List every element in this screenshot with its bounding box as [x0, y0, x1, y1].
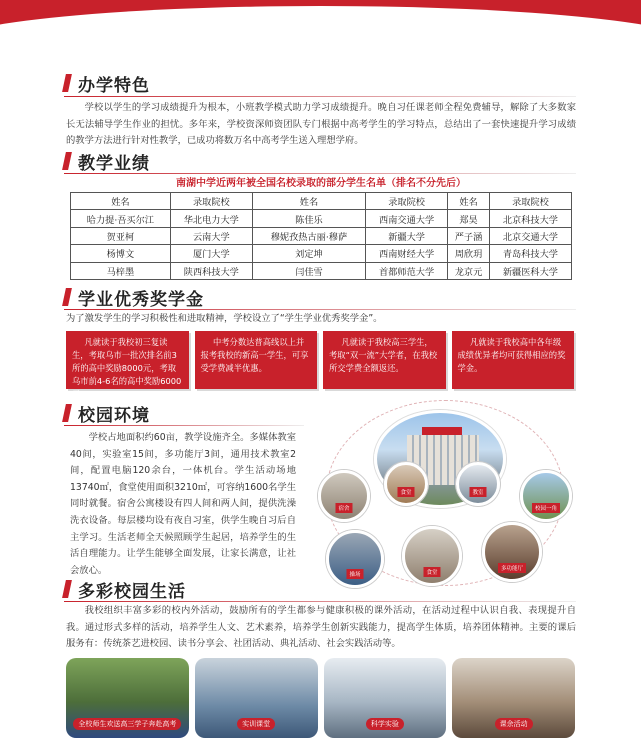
award-card: 中考分数达普高线以上并报考我校的新高一学生，可享受学费减半优惠。 [195, 331, 318, 389]
life-text: 我校组织丰富多彩的校内外活动，鼓励所有的学生都参与健康积极的课外活动，在活动过程中认识自我、表现提升自我。通过形式多样的活动，培养学生人文、艺术素养，培养学生创新实践能力，提高学生体质，培养团体精神。主要的课后服务有：传统茶艺进校园、读书分享会、社团活动、典礼活动、社会实践活动等。 [66, 605, 576, 649]
features-text: 学校以学生的学习成绩提升为根本，小班教学模式助力学习成绩提升。晚自习任课老师全程免费辅导，解除了大多数家长无法辅导学生作业的担忧。多年来，学校资深师资团队专门根据中高考学生的学习特点，总结出了一套快速提升学习成绩的教学方法进行针对性教学，已成功将数万名中高考学生送入理想学府。 [66, 102, 576, 146]
table-cell: 首都师范大学 [366, 262, 448, 279]
table-cell: 穆妮孜热古丽·穆萨 [252, 227, 365, 244]
section-divider [64, 601, 576, 602]
section-title-campus: 校园环境 [64, 402, 150, 424]
auditorium-photo: 多功能厅 [482, 522, 542, 582]
table-cell: 华北电力大学 [170, 210, 252, 227]
campus-text: 学校占地面积约60亩，教学设施齐全。多媒体教室40间，实验室15间，多功能厅3间，通用技术教室2间，配置电脑120余台，一体机台。学生活动场地13740㎡，食堂使用面积3210㎡，可容纳1600名学生同时就餐。宿舍公寓楼设有四人间和两人间，提供洗澡洗衣设备。每层楼均设有夜自习室，供学生晚自习后自主学习。生活老师全天候照顾学生起居，培养学生的生活自理能力。让学生能够全面发展，让家长满意，让社会放心。 [70, 432, 296, 576]
section-divider [64, 425, 304, 426]
table-cell: 西南交通大学 [366, 210, 448, 227]
section-mark-icon [62, 404, 72, 422]
campus-photo-collage [306, 400, 584, 586]
table-cell: 严子涵 [448, 227, 490, 244]
table-row [71, 227, 572, 244]
table-header: 录取院校 [489, 193, 571, 210]
table-cell: 郑昊 [448, 210, 490, 227]
cafeteria-photo-small: 食堂 [384, 462, 428, 506]
table-row [71, 210, 572, 227]
table-cell: 新疆医科大学 [489, 262, 571, 279]
section-divider [64, 96, 576, 97]
table-header: 姓名 [71, 193, 171, 210]
admissions-table [70, 192, 572, 280]
table-header: 姓名 [448, 193, 490, 210]
table-cell: 刘定坤 [252, 245, 365, 262]
header-band [0, 0, 641, 62]
table-header: 录取院校 [170, 193, 252, 210]
campus-corner-photo: 校园一角 [520, 470, 572, 522]
table-cell: 北京交通大学 [489, 227, 571, 244]
table-cell: 闫佳雪 [252, 262, 365, 279]
farewell-photo: 全校师生欢送高三学子奔赴高考 [66, 658, 189, 738]
table-header-row [71, 193, 572, 210]
scholarship-awards [66, 331, 574, 399]
section-mark-icon [62, 74, 72, 92]
table-cell: 杨博文 [71, 245, 171, 262]
table-cell: 马梓墨 [71, 262, 171, 279]
table-cell: 厦门大学 [170, 245, 252, 262]
table-cell: 新疆大学 [366, 227, 448, 244]
scholarship-text: 为了激发学生的学习积极性和进取精神，学校设立了“学生学业优秀奖学金”。 [66, 313, 383, 324]
section-title-achievements: 教学业绩 [64, 150, 150, 172]
practical-class-photo: 实训课堂 [195, 658, 318, 738]
dormitory-photo: 宿舍 [318, 470, 370, 522]
classroom-photo-small: 教室 [456, 462, 500, 506]
table-header: 姓名 [252, 193, 365, 210]
achievements-table-title: 南湖中学近两年被全国名校录取的部分学生名单（排名不分先后） [176, 178, 466, 189]
cafeteria-photo: 食堂 [402, 526, 462, 586]
table-cell: 贺亚柯 [71, 227, 171, 244]
section-title-features: 办学特色 [64, 72, 150, 94]
award-card: 凡就读于我校初三复读生，考取乌市一批次排名前3所的高中奖励8000元，考取乌市前4-6名的高中奖励6000元。 [66, 331, 189, 389]
section-title-scholarship: 学业优秀奖学金 [64, 286, 204, 308]
playground-photo: 操场 [326, 530, 384, 588]
table-header: 录取院校 [366, 193, 448, 210]
science-lab-photo: 科学实验 [324, 658, 447, 738]
table-cell: 陕西科技大学 [170, 262, 252, 279]
table-cell: 哈力提·吾买尔江 [71, 210, 171, 227]
section-title-life: 多彩校园生活 [64, 578, 186, 600]
section-divider [64, 309, 576, 310]
extracurricular-photo: 课余活动 [452, 658, 575, 738]
table-cell: 周欣玥 [448, 245, 490, 262]
table-cell: 北京科技大学 [489, 210, 571, 227]
activity-photos [66, 658, 575, 738]
table-cell: 陈佳乐 [252, 210, 365, 227]
table-row [71, 245, 572, 262]
table-cell: 龙京元 [448, 262, 490, 279]
section-mark-icon [62, 288, 72, 306]
table-cell: 云南大学 [170, 227, 252, 244]
award-card: 凡就读于我校高三学生，考取“双一流”大学者，在我校所交学费全额返还。 [323, 331, 446, 389]
award-card: 凡就读于我校高中各年级成绩优异者均可获得相应的奖学金。 [452, 331, 575, 389]
section-mark-icon [62, 580, 72, 598]
section-mark-icon [62, 152, 72, 170]
table-cell: 西南财经大学 [366, 245, 448, 262]
table-row [71, 262, 572, 279]
table-cell: 青岛科技大学 [489, 245, 571, 262]
